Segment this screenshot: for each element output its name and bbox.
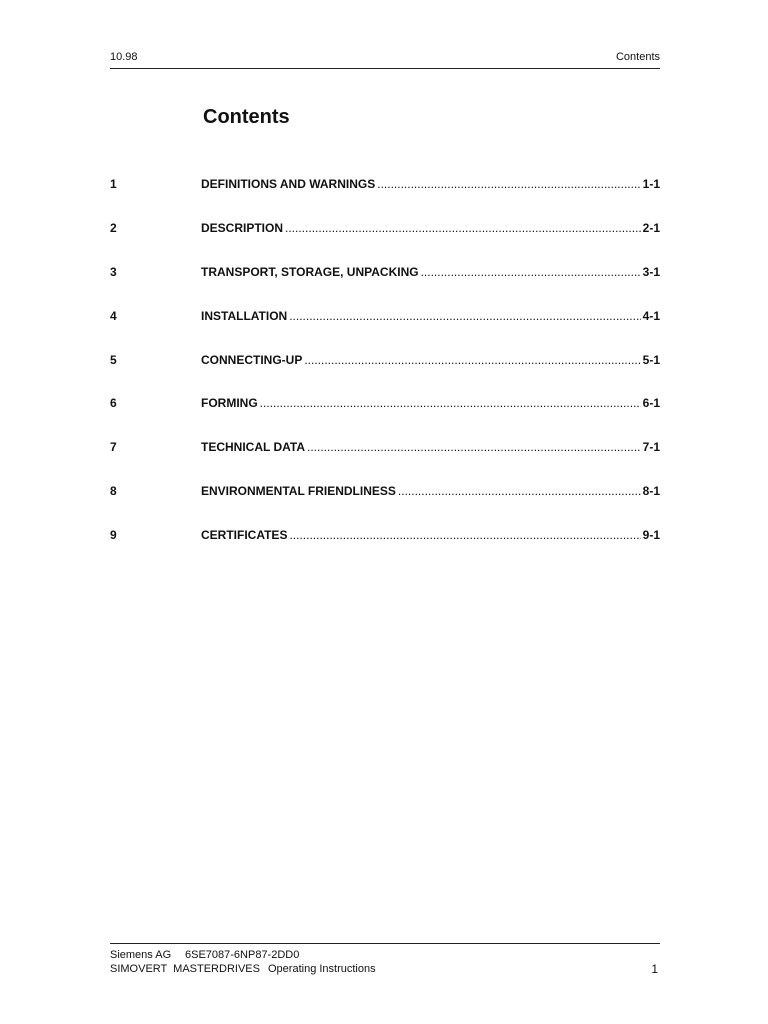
toc-entry-page: 3-1 bbox=[642, 264, 660, 279]
toc-entry-9[interactable] bbox=[110, 523, 660, 567]
toc-entry-line bbox=[201, 309, 660, 323]
footer-page-number: 1 bbox=[651, 962, 658, 976]
dot-leader bbox=[421, 265, 641, 279]
toc-entry-8[interactable] bbox=[110, 479, 660, 523]
dot-leader bbox=[377, 177, 640, 191]
toc-entry-page: 5-1 bbox=[642, 352, 660, 367]
toc-entry-1[interactable] bbox=[110, 172, 660, 216]
dot-leader bbox=[398, 484, 641, 498]
toc-entry-line bbox=[201, 440, 660, 454]
toc-entry-page: 4-1 bbox=[642, 308, 660, 323]
table-of-contents bbox=[110, 172, 660, 567]
footer-order-number: 6SE7087-6NP87-2DD0 bbox=[185, 949, 300, 961]
dot-leader bbox=[289, 309, 640, 323]
toc-entry-6[interactable] bbox=[110, 391, 660, 435]
toc-entry-title: CONNECTING-UP bbox=[201, 352, 303, 367]
toc-entry-line bbox=[201, 528, 660, 542]
toc-entry-number: 1 bbox=[110, 177, 117, 191]
toc-entry-title: DESCRIPTION bbox=[201, 220, 284, 235]
toc-entry-5[interactable] bbox=[110, 348, 660, 392]
toc-entry-page: 6-1 bbox=[642, 396, 660, 411]
toc-entry-number: 9 bbox=[110, 528, 117, 543]
footer-product: SIMOVERT MASTERDRIVES bbox=[110, 963, 260, 975]
toc-entry-number: 3 bbox=[110, 264, 117, 279]
page-header bbox=[110, 50, 660, 69]
toc-entry-title: TRANSPORT, STORAGE, UNPACKING bbox=[201, 264, 419, 279]
toc-entry-number: 5 bbox=[110, 352, 117, 367]
toc-entry-title: INSTALLATION bbox=[201, 308, 288, 323]
toc-entry-number: 2 bbox=[110, 220, 117, 235]
toc-entry-number: 6 bbox=[110, 396, 117, 411]
page-footer bbox=[110, 943, 660, 976]
dot-leader bbox=[304, 353, 640, 367]
toc-entry-number: 8 bbox=[110, 484, 117, 499]
footer-row-company bbox=[110, 948, 660, 962]
header-section: Contents bbox=[615, 51, 660, 63]
footer-company: Siemens AG bbox=[110, 949, 172, 961]
toc-entry-line bbox=[201, 221, 660, 235]
toc-entry-line bbox=[201, 265, 660, 279]
toc-entry-line bbox=[201, 353, 660, 367]
toc-entry-7[interactable] bbox=[110, 435, 660, 479]
toc-entry-title: DEFINITIONS AND WARNINGS bbox=[201, 177, 376, 191]
toc-entry-line bbox=[201, 177, 660, 191]
toc-entry-page: 7-1 bbox=[642, 440, 660, 455]
toc-entry-title: CERTIFICATES bbox=[201, 528, 288, 543]
toc-entry-line bbox=[201, 484, 660, 498]
footer-doc-type: Operating Instructions bbox=[268, 963, 376, 975]
footer-row-product bbox=[110, 962, 660, 976]
toc-entry-title: FORMING bbox=[201, 396, 258, 411]
toc-entry-page: 9-1 bbox=[642, 528, 660, 543]
dot-leader bbox=[289, 528, 640, 542]
dot-leader bbox=[307, 440, 641, 454]
toc-entry-line bbox=[201, 396, 660, 410]
dot-leader bbox=[285, 221, 641, 235]
toc-entry-title: TECHNICAL DATA bbox=[201, 440, 305, 455]
toc-entry-number: 7 bbox=[110, 440, 117, 455]
toc-entry-4[interactable] bbox=[110, 304, 660, 348]
toc-entry-page: 1-1 bbox=[642, 177, 660, 191]
toc-entry-title: ENVIRONMENTAL FRIENDLINESS bbox=[201, 484, 396, 499]
page-title: Contents bbox=[203, 106, 290, 128]
header-date: 10.98 bbox=[110, 51, 138, 63]
toc-entry-page: 2-1 bbox=[642, 220, 660, 235]
toc-entry-number: 4 bbox=[110, 308, 117, 323]
toc-entry-page: 8-1 bbox=[642, 484, 660, 499]
toc-entry-2[interactable] bbox=[110, 216, 660, 260]
dot-leader bbox=[260, 396, 641, 410]
toc-entry-3[interactable] bbox=[110, 260, 660, 304]
